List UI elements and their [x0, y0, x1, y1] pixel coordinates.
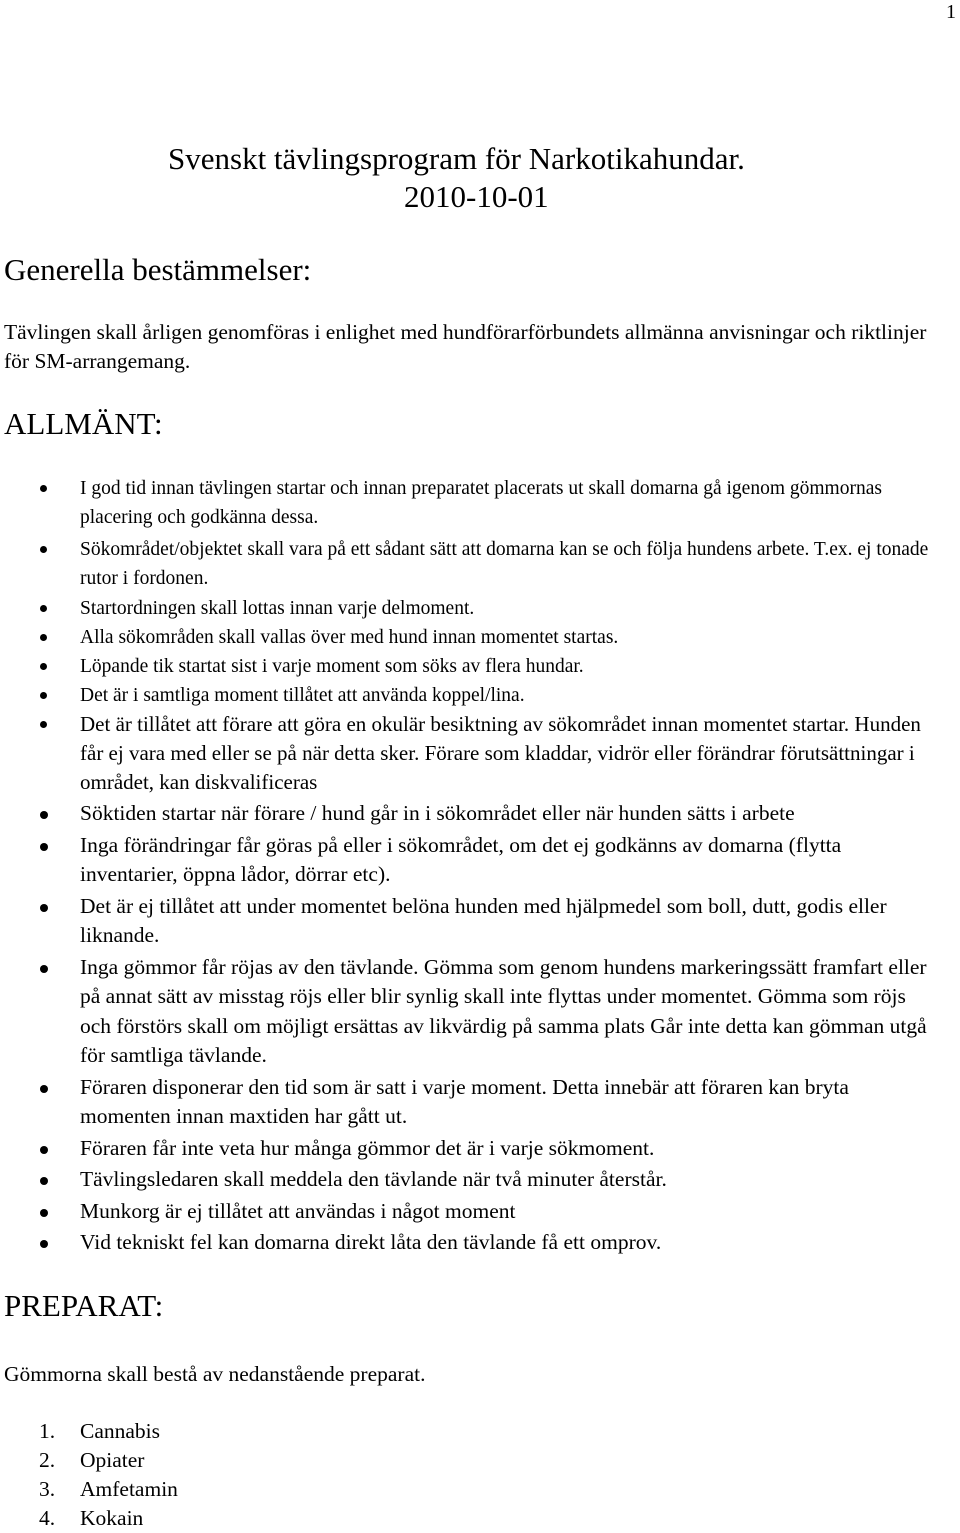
bullet-icon [40, 1240, 48, 1248]
list-item [0, 799, 960, 829]
bullet-icon [40, 965, 48, 973]
bullet-icon [40, 843, 48, 851]
list-item [0, 1134, 960, 1164]
list-item-text: Munkorg är ej tillåtet att användas i något moment [80, 1198, 516, 1223]
list-item-text: Alla sökområden skall vallas över med hund innan momentet startas. [80, 627, 619, 648]
bullet-icon [40, 904, 48, 912]
preparat-intro: Gömmorna skall bestå av nedanstående preparat. [4, 1362, 426, 1386]
list-item [0, 681, 960, 710]
list-item [0, 831, 960, 890]
general-text: Tävlingen skall årligen genomföras i enlighet med hundförarförbundets allmänna anvisningar och riktlinjer för SM-arrangemang. [4, 320, 927, 373]
bullet-icon [40, 721, 47, 728]
list-item-text: Tävlingsledaren skall meddela den tävlande när två minuter återstår. [80, 1167, 667, 1191]
allmant-list [0, 474, 960, 1258]
bullet-icon [40, 485, 47, 492]
list-item [0, 535, 960, 593]
list-number: 3. [39, 1477, 56, 1501]
list-item-text: Söktiden startar när förare / hund går in i sökområdet eller när hunden sätts i arbete [80, 801, 795, 825]
bullet-icon [40, 1209, 48, 1217]
list-item [0, 623, 960, 652]
list-item [0, 1504, 178, 1533]
list-item-text: Det är tillåtet att förare att göra en okulär besiktning av sökområdet innan momentet startar. Hunden får ej vara med eller se på när detta sker. Förare som kladdar, vidrör eller förändrar förutsättningar i området, kan diskvalificeras [80, 712, 921, 794]
bullet-icon [40, 692, 47, 699]
list-item-text: Föraren disponerar den tid som är satt i varje moment. Detta innebär att föraren kan bryta momenten innan maxtiden har gått ut. [80, 1074, 849, 1128]
list-item [0, 594, 960, 623]
list-item [0, 1197, 960, 1227]
preparat-list [0, 1417, 178, 1533]
list-item-text: Amfetamin [80, 1477, 178, 1501]
list-item-text: Löpande tik startat sist i varje moment som söks av flera hundar. [80, 656, 584, 677]
list-item [0, 710, 960, 797]
list-item-text: Det är ej tillåtet att under momentet belöna hunden med hjälpmedel som boll, dutt, godis eller liknande. [80, 893, 887, 947]
list-item-text: I god tid innan tävlingen startar och innan preparatet placerats ut skall domarna gå igenom gömmornas placering och godkänna dessa. [80, 478, 882, 528]
bullet-icon [40, 663, 47, 670]
list-item [0, 1417, 178, 1446]
bullet-icon [40, 1177, 48, 1185]
list-item-text: Startordningen skall lottas innan varje delmoment. [80, 598, 475, 619]
list-item-text: Vid tekniskt fel kan domarna direkt låta den tävlande få ett omprov. [80, 1230, 662, 1254]
list-number: 4. [39, 1506, 56, 1530]
bullet-icon [40, 546, 47, 553]
list-item [0, 1446, 178, 1475]
bullet-icon [40, 1085, 48, 1093]
list-item-text: Föraren får inte veta hur många gömmor det är i varje sökmoment. [80, 1135, 655, 1160]
list-item [0, 1165, 960, 1195]
list-item-text: Det är i samtliga moment tillåtet att använda koppel/lina. [80, 685, 525, 706]
page-number: 1 [946, 1, 956, 23]
document-title: Svenskt tävlingsprogram för Narkotikahundar. [168, 141, 745, 176]
list-item [0, 1073, 960, 1132]
list-item-text: Cannabis [80, 1419, 161, 1443]
list-item [0, 1228, 960, 1258]
bullet-icon [40, 811, 48, 819]
list-item [0, 652, 960, 681]
list-item-text: Inga förändringar får göras på eller i sökområdet, om det ej godkänns av domarna (flytta inventarier, öppna lådor, dörrar etc). [80, 832, 842, 886]
list-item [0, 892, 960, 951]
list-item-text: Opiater [80, 1448, 145, 1472]
list-item [0, 1475, 178, 1504]
list-item-text: Sökområdet/objektet skall vara på ett sådant sätt att domarna kan se och följa hundens arbete. T.ex. ej tonade rutor i fordonen. [80, 539, 929, 589]
bullet-icon [40, 1146, 48, 1154]
list-item [0, 953, 960, 1071]
list-item [0, 474, 960, 532]
general-heading: Generella bestämmelser: [4, 252, 312, 287]
allmant-heading: ALLMÄNT: [4, 406, 163, 441]
list-number: 2. [39, 1448, 56, 1472]
list-number: 1. [39, 1419, 56, 1443]
preparat-heading: PREPARAT: [4, 1288, 164, 1323]
list-item-text: Kokain [80, 1506, 144, 1530]
list-item-text: Inga gömmor får röjas av den tävlande. Gömma som genom hundens markeringssätt framfart eller på annat sätt av misstag röjs eller blir synlig skall inte flyttas under momentet. Gömma som röjs och förstörs skall om möjligt ersättas av likvärdig på samma plats Går inte detta kan gömman utgå för samtliga tävlande. [80, 954, 927, 1067]
bullet-icon [40, 634, 47, 641]
bullet-icon [40, 605, 47, 612]
document-date: 2010-10-01 [404, 179, 549, 214]
